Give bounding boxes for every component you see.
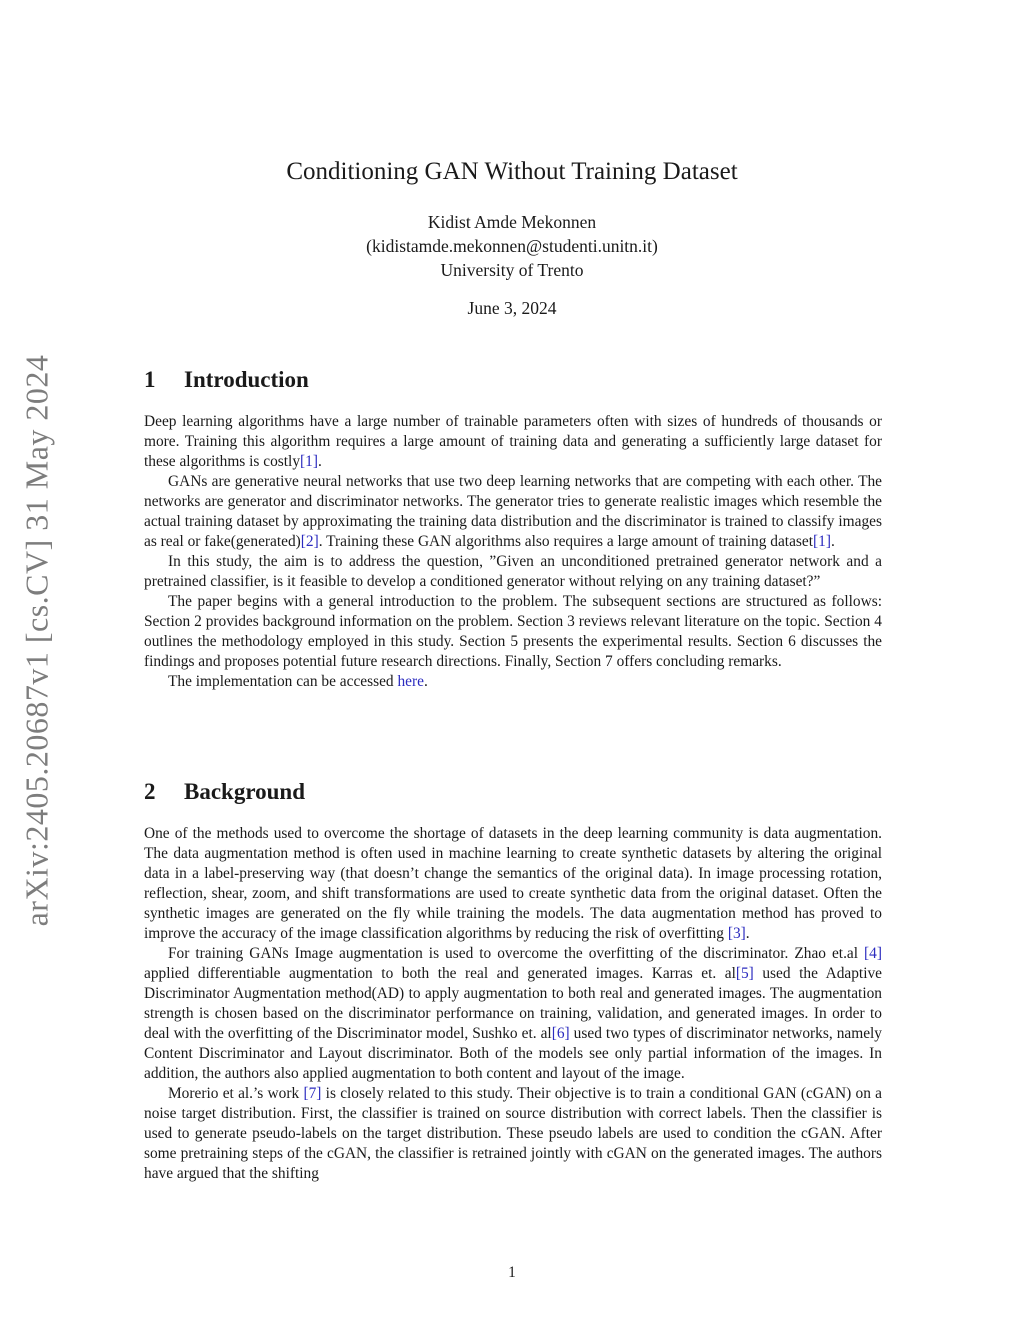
text-run: The implementation can be accessed — [168, 673, 398, 690]
title-block — [144, 150, 880, 319]
citation-link[interactable]: [2] — [300, 533, 319, 550]
paragraph — [144, 672, 882, 692]
text-run: . — [830, 533, 835, 550]
text-run: . — [317, 453, 322, 470]
arxiv-identifier-stamp — [12, 340, 62, 940]
citation-link[interactable]: [5] — [735, 965, 754, 982]
section-heading — [144, 366, 882, 394]
author-affiliation: University of Trento — [440, 260, 584, 280]
citation-link[interactable]: [1] — [813, 533, 831, 550]
citation-link[interactable]: [6] — [551, 1025, 570, 1042]
implementation-link[interactable]: here — [397, 673, 424, 690]
text-run: . — [423, 673, 428, 690]
paragraph — [144, 472, 882, 552]
section-heading — [144, 778, 882, 806]
citation-link[interactable]: [3] — [727, 925, 746, 942]
text-run: Morerio et al.’s work — [168, 1085, 304, 1102]
paragraph — [144, 1084, 882, 1184]
text-run: Deep learning algorithms have a large number of trainable parameters often with sizes of hundreds of thousands or more. Training this algorithm requires a large amount of training data and generating a sufficiently large dataset for these algorithms is costly — [144, 413, 882, 470]
section-background — [144, 778, 882, 1184]
section-title: Introduction — [184, 367, 309, 392]
text-run: One of the methods used to overcome the shortage of datasets in the deep learning community is data augmentation. The data augmentation method is often used in machine learning to create synthetic datasets by altering the original data in a label-preserving way (that doesn’t change the semantics of the original data). In image processing rotation, reflection, shear, zoom, and shift transformations are used to create synthetic data from the original dataset. Often the synthetic images are generated on the fly while training the models. The data augmentation method has proved to improve the accuracy of the image classification algorithms by reducing the risk of overfitting — [144, 825, 882, 942]
paragraph — [144, 412, 882, 472]
text-run: . Training these GAN algorithms also requires a large amount of training dataset — [318, 533, 814, 550]
text-run: . — [745, 925, 750, 942]
paper-date: June 3, 2024 — [467, 298, 557, 318]
citation-link[interactable]: [4] — [864, 945, 882, 962]
section-number: 2 — [144, 779, 156, 804]
section-title: Background — [184, 779, 306, 804]
text-run: used the Adaptive Discriminator Augmentation method(AD) to apply augmentation to both real and generated images. The augmentation strength is chosen based on the discriminator performance on training, validation, and generated images. In order to deal with the overfitting of the Discriminator model, Sushko et. al — [144, 965, 882, 1042]
paragraph — [144, 824, 882, 944]
text-run: For training GANs Image augmentation is used to overcome the overfitting of the discriminator. Zhao et.al — [168, 945, 865, 962]
author-name: Kidist Amde Mekonnen — [427, 212, 597, 232]
text-run: applied differentiable augmentation to both the real and generated images. Karras et. al — [144, 965, 736, 982]
author-email[interactable]: (kidistamde.mekonnen@studenti.unitn.it) — [366, 236, 658, 256]
text-run: GANs are generative neural networks that use two deep learning networks that are competing with each other. The networks are generator and discriminator networks. The generator tries to generate realistic images which resemble the actual training dataset by approximating the training data distribution and the discriminator is trained to classify images as real or fake(generated) — [144, 473, 882, 550]
text-run: is closely related to this study. Their objective is to train a conditional GAN (cGAN) on a noise target distribution. First, the classifier is trained on source distribution with correct labels. Then the classifier is used to generate pseudo-labels on the target distribution. These pseudo labels are used to condition the cGAN. After some pretraining steps of the cGAN, the classifier is retrained jointly with cGAN on the generated images. The authors have argued that the shifting — [144, 1085, 882, 1182]
text-run: used two types of discriminator networks, namely Content Discriminator and Layout discriminator. Both of the models see only partial information of the images. In addition, the authors also applied augmentation to both content and layout of the image. — [144, 1025, 883, 1082]
citation-link[interactable]: [7] — [303, 1085, 322, 1102]
author-block — [144, 210, 880, 282]
paragraph — [144, 944, 882, 1084]
citation-link[interactable]: [1] — [300, 453, 318, 470]
arxiv-identifier-text: arXiv:2405.20687v1 [cs.CV] 31 May 2024 — [18, 354, 55, 926]
paragraph: The paper begins with a general introduction to the problem. The subsequent sections are structured as follows: Section 2 provides background information on the problem. Section 3 reviews relevant literature on the topic. Section 4 outlines the methodology employed in this study. Section 5 presents the experimental results. Section 6 discusses the findings and proposes potential future research directions. Finally, Section 7 offers concluding remarks. — [144, 593, 882, 670]
page-number: 1 — [508, 1264, 516, 1281]
paper-title: Conditioning GAN Without Training Dataset — [286, 158, 738, 185]
section-introduction — [144, 366, 882, 692]
section-number: 1 — [144, 367, 156, 392]
paragraph: In this study, the aim is to address the question, ”Given an unconditioned pretrained generator network and a pretrained classifier, is it feasible to develop a conditioned generator without relying on any training dataset?” — [144, 553, 882, 590]
